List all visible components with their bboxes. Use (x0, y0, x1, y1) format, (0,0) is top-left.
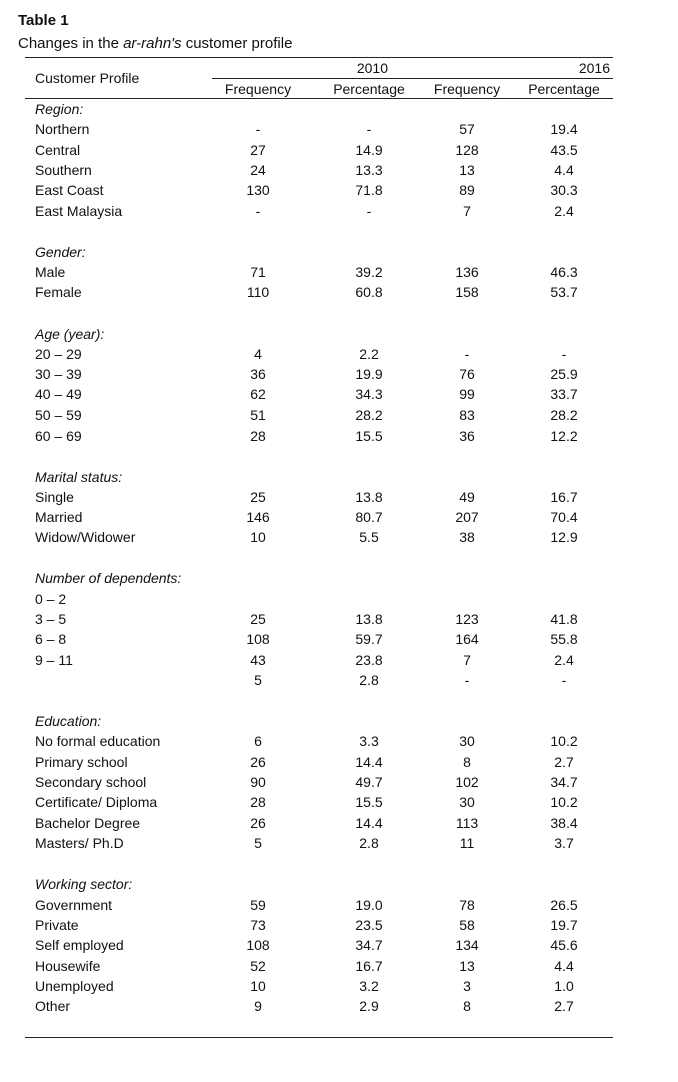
cell-percentage-2010: 13.8 (355, 611, 383, 627)
table-row (0, 897, 678, 917)
cell-frequency-2010: 4 (254, 346, 262, 362)
cell-frequency-2016: 7 (463, 652, 471, 668)
table-row (0, 611, 678, 631)
row-label: 0 – 2 (35, 591, 67, 607)
cell-frequency-2010: 36 (250, 366, 266, 382)
table-row (0, 264, 678, 284)
row-label: No formal education (35, 733, 161, 749)
cell-frequency-2010: 28 (250, 794, 266, 810)
cell-frequency-2010: 90 (250, 774, 266, 790)
cell-percentage-2010: - (366, 203, 372, 219)
cell-frequency-2010: 110 (246, 284, 270, 300)
cell-frequency-2016: 58 (459, 917, 475, 933)
category-row (0, 713, 678, 733)
header-percentage-2010: Percentage (333, 81, 405, 97)
table-row (0, 754, 678, 774)
row-label: Government (35, 897, 113, 913)
cell-percentage-2010: 23.8 (355, 652, 383, 668)
cell-frequency-2010: 5 (254, 672, 262, 688)
category-label: Age (year): (35, 326, 105, 342)
cell-percentage-2016: 55.8 (550, 631, 578, 647)
table-row (0, 733, 678, 753)
cell-frequency-2010: 6 (254, 733, 262, 749)
cell-frequency-2010: 24 (250, 162, 266, 178)
cell-percentage-2016: 16.7 (550, 489, 578, 505)
cell-frequency-2016: 164 (455, 631, 479, 647)
cell-percentage-2016: 19.7 (550, 917, 578, 933)
row-label: 50 – 59 (35, 407, 82, 423)
row-label: Central (35, 142, 81, 158)
row-label: Certificate/ Diploma (35, 794, 158, 810)
cell-percentage-2010: 3.2 (359, 978, 379, 994)
table-row (0, 162, 678, 182)
cell-frequency-2016: 89 (459, 182, 475, 198)
category-row (0, 326, 678, 346)
cell-percentage-2016: 33.7 (550, 386, 578, 402)
row-label: Other (35, 998, 71, 1014)
cell-frequency-2010: 52 (250, 958, 266, 974)
table-row (0, 203, 678, 223)
cell-percentage-2010: 14.4 (355, 815, 383, 831)
cell-frequency-2016: 30 (459, 733, 475, 749)
header-customer-profile: Customer Profile (35, 70, 140, 86)
cell-percentage-2010: 34.7 (355, 937, 383, 953)
cell-frequency-2016: 13 (459, 162, 475, 178)
cell-percentage-2016: 12.2 (550, 428, 578, 444)
cell-frequency-2016: 8 (463, 998, 471, 1014)
cell-percentage-2016: 53.7 (550, 284, 578, 300)
cell-percentage-2016: 2.7 (554, 998, 574, 1014)
cell-percentage-2016: 12.9 (550, 529, 578, 545)
row-label: East Coast (35, 182, 104, 198)
table-row (0, 815, 678, 835)
row-label: Southern (35, 162, 92, 178)
table-row (0, 998, 678, 1018)
header-percentage-2016: Percentage (528, 81, 600, 97)
cell-frequency-2016: 158 (455, 284, 479, 300)
cell-frequency-2010: 108 (246, 937, 270, 953)
cell-percentage-2010: 60.8 (355, 284, 383, 300)
table-row (0, 652, 678, 672)
cell-frequency-2010: 28 (250, 428, 266, 444)
row-label: 6 – 8 (35, 631, 67, 647)
cell-percentage-2010: 15.5 (355, 428, 383, 444)
category-label: Region: (35, 101, 84, 117)
cell-frequency-2010: 146 (246, 509, 270, 525)
cell-frequency-2010: 25 (250, 489, 266, 505)
cell-percentage-2010: 2.8 (359, 672, 379, 688)
cell-frequency-2016: 38 (459, 529, 475, 545)
table-row (0, 142, 678, 162)
category-row (0, 469, 678, 489)
table-row (0, 489, 678, 509)
table-row (0, 672, 678, 692)
cell-frequency-2010: 9 (254, 998, 262, 1014)
cell-frequency-2016: 76 (459, 366, 475, 382)
cell-frequency-2016: 207 (455, 509, 479, 525)
cell-percentage-2010: 14.4 (355, 754, 383, 770)
cell-frequency-2010: 62 (250, 386, 266, 402)
category-row (0, 244, 678, 264)
table-row (0, 794, 678, 814)
row-label: 3 – 5 (35, 611, 67, 627)
cell-percentage-2010: 39.2 (355, 264, 383, 280)
cell-percentage-2016: 38.4 (550, 815, 578, 831)
cell-frequency-2016: 57 (459, 121, 475, 137)
cell-percentage-2010: 59.7 (355, 631, 383, 647)
cell-frequency-2010: 5 (254, 835, 262, 851)
row-label: Housewife (35, 958, 101, 974)
cell-percentage-2010: 19.9 (355, 366, 383, 382)
cell-percentage-2010: 19.0 (355, 897, 383, 913)
cell-frequency-2010: 26 (250, 754, 266, 770)
cell-frequency-2010: - (255, 203, 261, 219)
cell-percentage-2016: 70.4 (550, 509, 578, 525)
table-row (0, 509, 678, 529)
cell-frequency-2016: 7 (463, 203, 471, 219)
cell-frequency-2016: 99 (459, 386, 475, 402)
row-label: Unemployed (35, 978, 114, 994)
cell-frequency-2016: 30 (459, 794, 475, 810)
cell-frequency-2010: 27 (250, 142, 266, 158)
cell-percentage-2016: 4.4 (554, 162, 574, 178)
category-label: Education: (35, 713, 102, 729)
cell-frequency-2010: 25 (250, 611, 266, 627)
table-row (0, 284, 678, 304)
header-frequency-2016: Frequency (433, 81, 501, 97)
table-row (0, 182, 678, 202)
cell-percentage-2016: 30.3 (550, 182, 578, 198)
cell-percentage-2016: 4.4 (554, 958, 574, 974)
cell-percentage-2016: 3.7 (554, 835, 574, 851)
cell-percentage-2016: 28.2 (550, 407, 578, 423)
cell-percentage-2010: 15.5 (355, 794, 383, 810)
cell-percentage-2016: 2.4 (554, 652, 574, 668)
row-label: Bachelor Degree (35, 815, 141, 831)
cell-percentage-2016: 25.9 (550, 366, 578, 382)
cell-frequency-2016: 8 (463, 754, 471, 770)
row-label: 20 – 29 (35, 346, 82, 362)
table-row (0, 121, 678, 141)
cell-percentage-2010: - (366, 121, 372, 137)
cell-frequency-2010: 10 (250, 978, 266, 994)
cell-frequency-2016: 113 (455, 815, 479, 831)
cell-frequency-2016: 83 (459, 407, 475, 423)
table-row (0, 631, 678, 651)
table-row (0, 917, 678, 937)
cell-frequency-2016: 3 (463, 978, 471, 994)
row-label: 9 – 11 (35, 652, 73, 668)
cell-percentage-2010: 2.9 (359, 998, 379, 1014)
cell-percentage-2016: 43.5 (550, 142, 578, 158)
cell-frequency-2010: 59 (250, 897, 266, 913)
cell-percentage-2016: 10.2 (550, 733, 578, 749)
cell-frequency-2016: 123 (455, 611, 479, 627)
cell-percentage-2010: 80.7 (355, 509, 383, 525)
row-label: 60 – 69 (35, 428, 82, 444)
row-label: Self employed (35, 937, 124, 953)
cell-percentage-2016: 2.7 (554, 754, 574, 770)
cell-percentage-2016: 34.7 (550, 774, 578, 790)
row-label: Male (35, 264, 66, 280)
table-number: Table 1 (18, 12, 69, 29)
table-row (0, 386, 678, 406)
table-row (0, 774, 678, 794)
category-label: Marital status: (35, 469, 123, 485)
table-caption: Changes in the ar-rahn's customer profile (18, 35, 293, 52)
bottom-rule (25, 1037, 613, 1038)
cell-frequency-2010: - (255, 121, 261, 137)
category-label: Working sector: (35, 876, 133, 892)
header-frequency-2010: Frequency (224, 81, 292, 97)
row-label: Single (35, 489, 74, 505)
cell-percentage-2016: 26.5 (550, 897, 578, 913)
cell-percentage-2016: - (561, 672, 567, 688)
cell-frequency-2010: 71 (250, 264, 266, 280)
cell-percentage-2016: 1.0 (554, 978, 574, 994)
cell-percentage-2016: 41.8 (550, 611, 578, 627)
cell-percentage-2010: 13.8 (355, 489, 383, 505)
cell-percentage-2016: 45.6 (550, 937, 578, 953)
cell-frequency-2010: 43 (250, 652, 266, 668)
table-row (0, 529, 678, 549)
header-year-2010: 2010 (356, 60, 388, 76)
cell-frequency-2016: 128 (455, 142, 479, 158)
cell-percentage-2010: 71.8 (355, 182, 383, 198)
table-row (0, 407, 678, 427)
row-label: 30 – 39 (35, 366, 82, 382)
table-row (0, 937, 678, 957)
cell-frequency-2010: 108 (246, 631, 270, 647)
cell-percentage-2016: - (561, 346, 567, 362)
category-row (0, 876, 678, 896)
cell-frequency-2010: 26 (250, 815, 266, 831)
cell-frequency-2016: 36 (459, 428, 475, 444)
cell-percentage-2010: 5.5 (359, 529, 379, 545)
cell-frequency-2016: 136 (455, 264, 479, 280)
cell-frequency-2016: 49 (459, 489, 475, 505)
cell-frequency-2016: - (464, 672, 470, 688)
cell-frequency-2010: 10 (250, 529, 266, 545)
row-label: Northern (35, 121, 90, 137)
table-row (0, 978, 678, 998)
cell-frequency-2010: 73 (250, 917, 266, 933)
cell-percentage-2010: 13.3 (355, 162, 383, 178)
category-label: Gender: (35, 244, 86, 260)
cell-percentage-2010: 2.8 (359, 835, 379, 851)
table-row (0, 346, 678, 366)
table-row (0, 835, 678, 855)
cell-percentage-2010: 34.3 (355, 386, 383, 402)
row-label: East Malaysia (35, 203, 123, 219)
cell-percentage-2016: 19.4 (550, 121, 578, 137)
header-year-2016: 2016 (578, 60, 610, 76)
row-label: Private (35, 917, 79, 933)
row-label: Married (35, 509, 83, 525)
cell-percentage-2010: 49.7 (355, 774, 383, 790)
cell-frequency-2016: 78 (459, 897, 475, 913)
cell-frequency-2016: 102 (455, 774, 479, 790)
cell-percentage-2016: 2.4 (554, 203, 574, 219)
cell-percentage-2010: 14.9 (355, 142, 383, 158)
row-label: Primary school (35, 754, 128, 770)
cell-frequency-2010: 130 (246, 182, 270, 198)
table-row (0, 958, 678, 978)
row-label: Masters/ Ph.D (35, 835, 124, 851)
row-label: Female (35, 284, 82, 300)
cell-percentage-2010: 16.7 (355, 958, 383, 974)
cell-frequency-2016: 134 (455, 937, 479, 953)
cell-percentage-2010: 28.2 (355, 407, 383, 423)
cell-frequency-2016: 13 (459, 958, 475, 974)
cell-frequency-2016: 11 (459, 835, 475, 851)
table-row (0, 366, 678, 386)
category-label: Number of dependents: (35, 570, 182, 586)
cell-frequency-2010: 51 (250, 407, 266, 423)
row-label: Widow/Widower (35, 529, 136, 545)
category-row (0, 570, 678, 590)
table-row (0, 428, 678, 448)
row-label: 40 – 49 (35, 386, 82, 402)
cell-percentage-2010: 2.2 (359, 346, 379, 362)
cell-percentage-2010: 23.5 (355, 917, 383, 933)
cell-percentage-2010: 3.3 (359, 733, 379, 749)
cell-percentage-2016: 10.2 (550, 794, 578, 810)
cell-frequency-2016: - (464, 346, 470, 362)
cell-percentage-2016: 46.3 (550, 264, 578, 280)
category-row (0, 101, 678, 121)
table-row (0, 591, 678, 611)
row-label: Secondary school (35, 774, 147, 790)
